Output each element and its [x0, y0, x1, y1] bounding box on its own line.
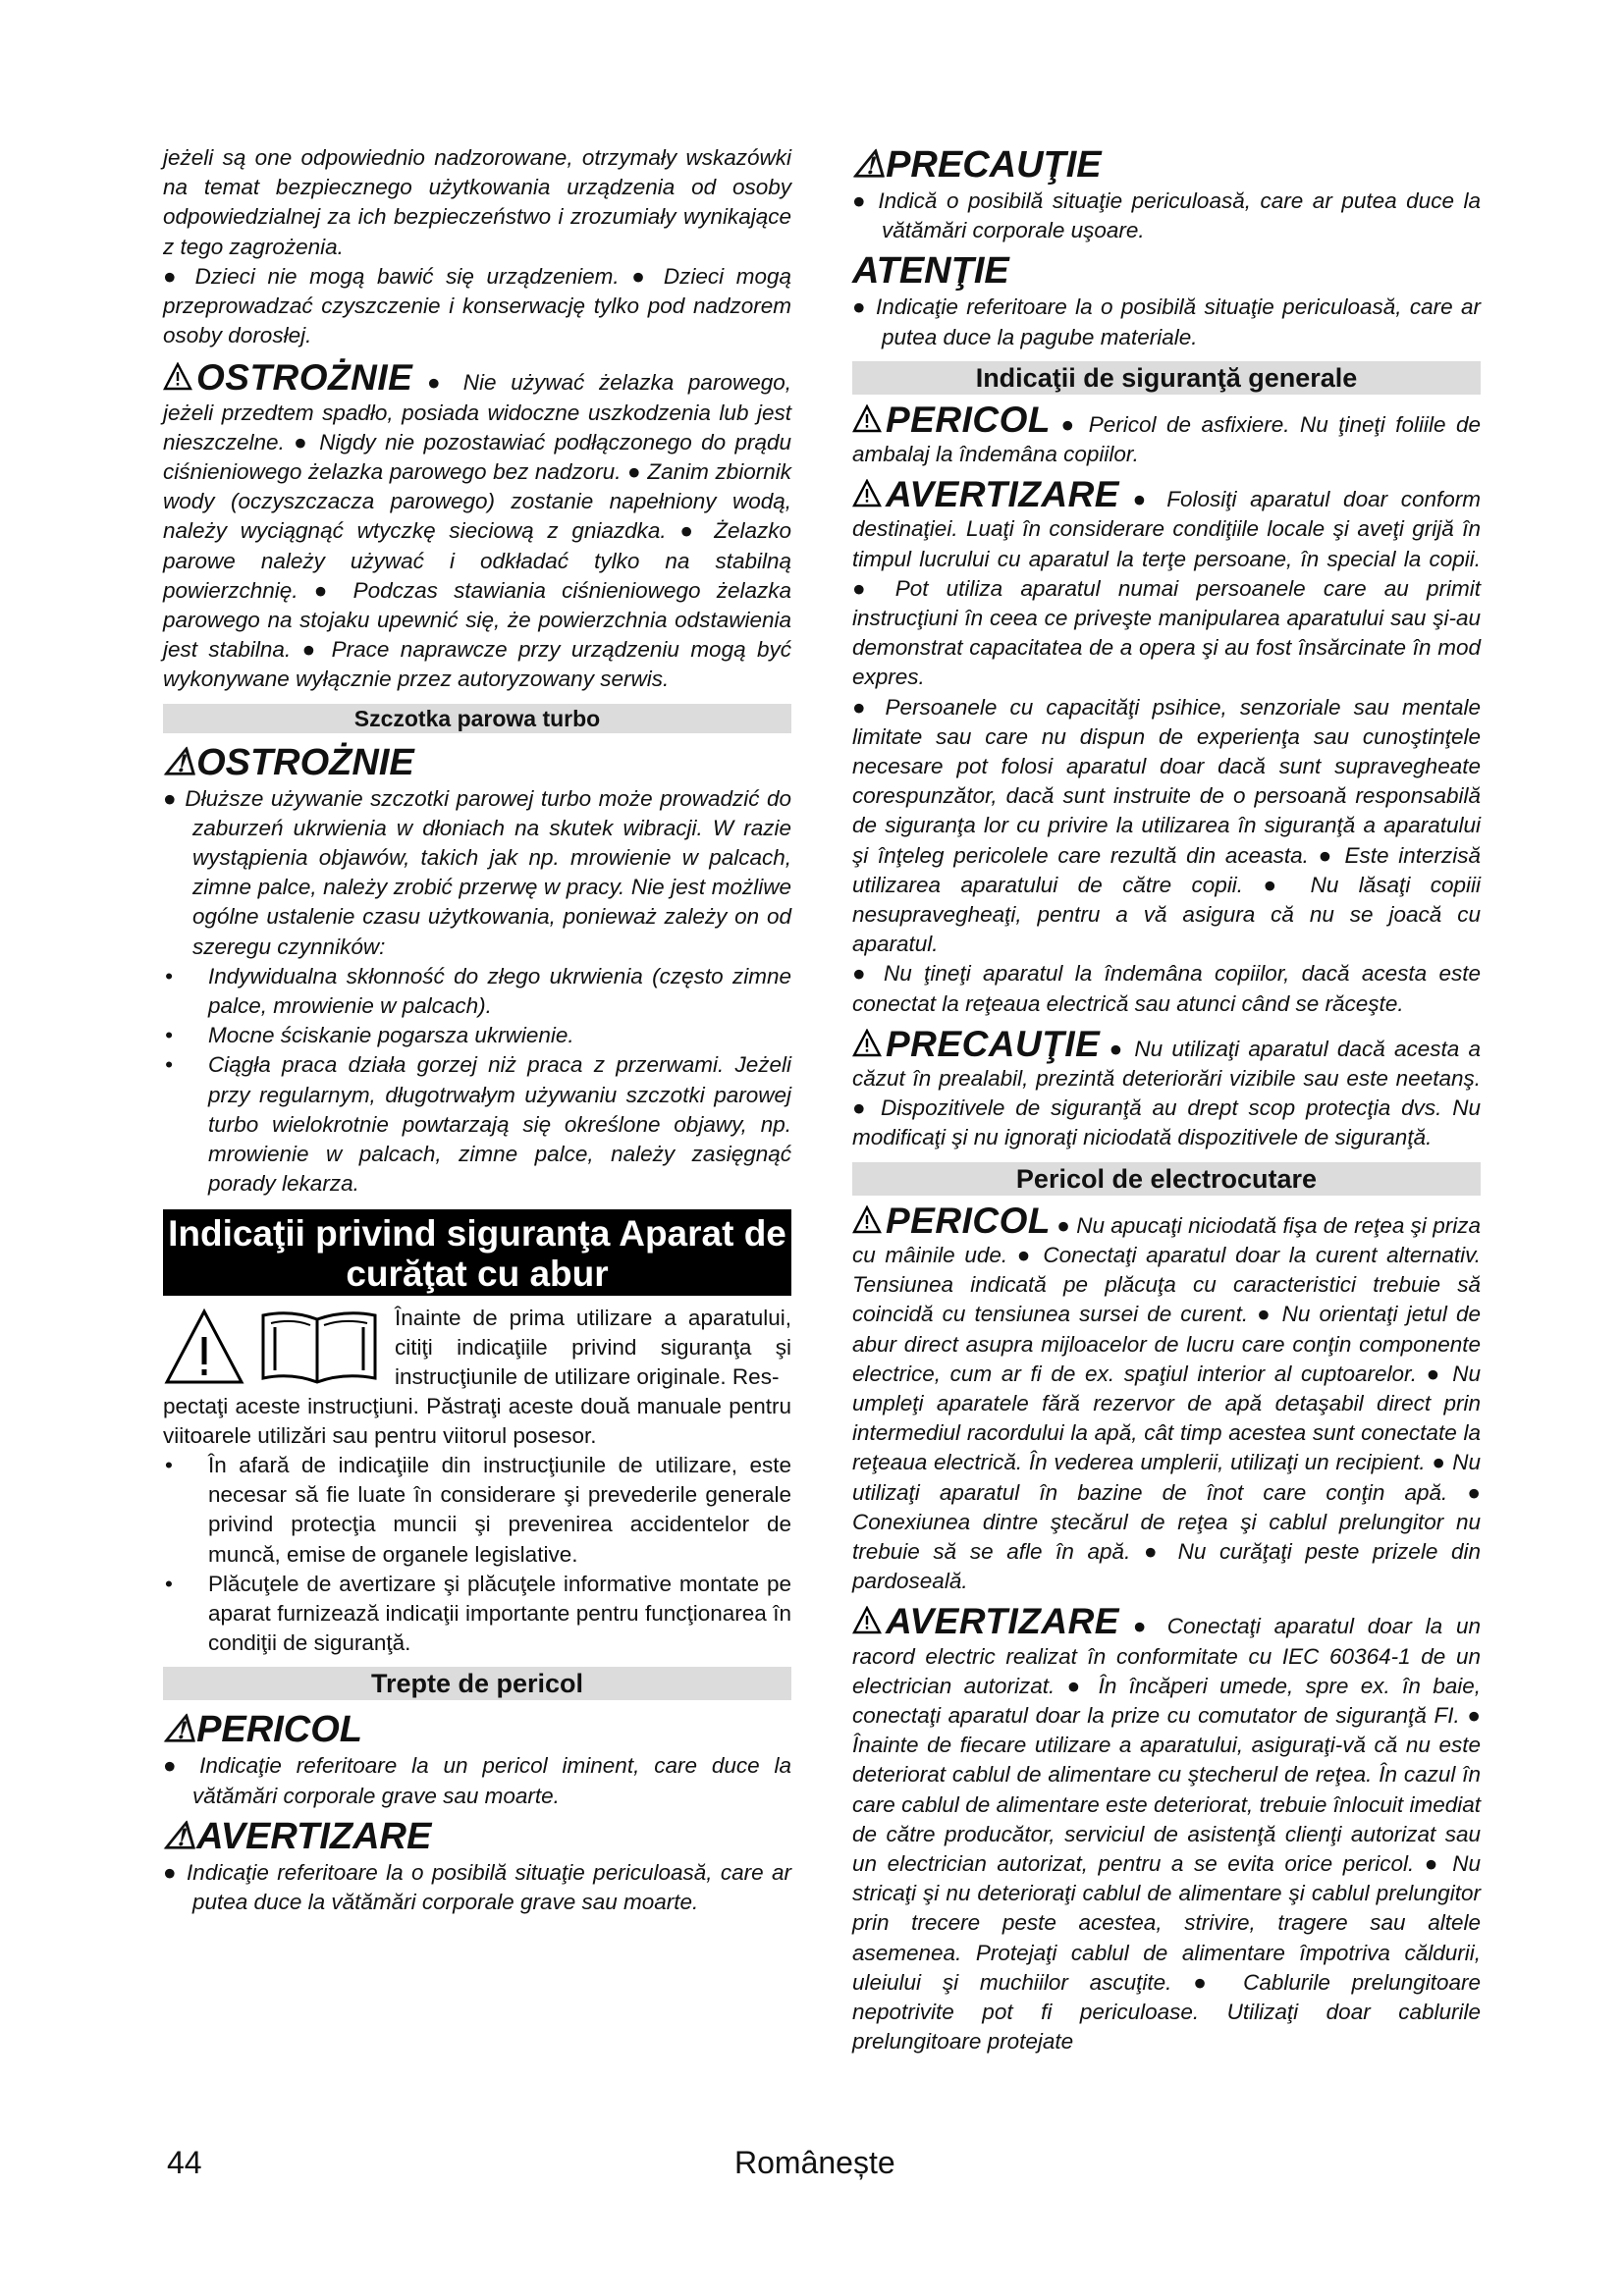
ostroznie-signal-word: OSTROŻNIE	[196, 357, 413, 399]
atentie-heading: ATENŢIE	[852, 250, 1009, 293]
atentie-definition: ● Indicaţie referitoare la o posibilă situaţie periculoasă, care ar putea duce la pagube materiale.	[852, 294, 1481, 349]
avertizare-paragraph: AVERTIZARE ● Folosiţi aparatul doar conform destinaţiei. Luaţi în considerare condiţiile locale şi aveţi grijă în timpul lucrului cu aparatul la terţe persoane, în special la copii. ● Pot utiliza aparatul numai persoanele care au primit instrucţiuni în ceea ce priveşte manipularea aparatului sau şi-au demonstrat capacitatea de a opera şi au fost însărcinate în mod expres.	[852, 474, 1481, 690]
manual-notice-start: Înainte de prima utilizare a aparatului, citiţi indicaţiile privind siguranţa şi instrucţiunile de utilizare originale. Res-	[395, 1305, 791, 1389]
list-item: • Ciągła praca działa gorzej niż praca z przerwami. Jeżeli przy regularnym, długotrwałym używaniu szczotki parowej turbo wielokrotnie powtarzają się określone objawy, np. mrowienie w palcach, zimne palce, należy zasięgnąć porady lekarza.	[165, 1052, 791, 1197]
pericol-definition: ● Indicaţie referitoare la un pericol iminent, care duce la vătămări corporale grave sau moarte.	[163, 1753, 791, 1808]
intro-paragraph: ● Dzieci nie mogą bawić się urządzeniem. ● Dzieci mogą przeprowadzać czyszczenie i konserwację tylko pod nadzorem osoby dorosłej.	[163, 263, 791, 348]
footer-language: Românește	[734, 2145, 895, 2180]
pericol-electric-paragraph: PERICOL ● Nu apucaţi niciodată fişa de reţea şi priza cu mâinile ude. ● Conectaţi aparatul doar la curent alternativ. Tensiunea indicată pe plăcuţa cu caracteristici trebuie să coincidă cu tensiunea sursei de curent. ● Nu orientaţi jetul de abur direct asupra mijloacelor de lucru care conţin componente electrice, cum ar fi de ex. spaţiul interior al cuptoarelor. ● Nu umpleţi aparatele fără rezervor de apă detaşabil direct prin intermediul racordului la apă, cât timp acestea sunt conectate la reţeaua electrică. În vederea umplerii, utilizaţi un recipient. ● Nu utilizaţi aparatul în bazine de înot care conţin apă. ● Conexiunea dintre ştecărul de reţea şi cablul prelungitor nu trebuie să se afle în apă. ● Nu curăţaţi peste prizele din pardoseală.	[852, 1200, 1481, 1594]
ostroznie-text: ● Nie używać żelazka parowego, jeżeli przedtem spadło, posiada widoczne uszkodzenia lub jest nieszczelne. ● Nigdy nie pozostawiać podłączonego do prądu ciśnieniowego żelazka parowego bez nadzoru. ● Zanim zbiornik wody (oczyszczacza parowego) zostanie napełniony wodą, należy wyciągnąć wtyczkę sieciową z gniazdka. ● Żelazko parowe należy używać i odkładać tylko na stabilną powierzchnię. ● Podczas stawiania ciśnieniowego żelazka parowego na stojaku upewnić się, że powierzchnia odstawienia jest stabilna. ● Prace naprawcze przy urządzeniu mogą być wykonywane wyłącznie przez autoryzowany serwis.	[163, 370, 791, 692]
warning-triangle-icon	[163, 1308, 245, 1386]
section-band-electrocution: Pericol de electrocutare	[852, 1162, 1481, 1196]
warning-triangle-icon	[852, 479, 882, 508]
avertizare-definition: ● Indicaţie referitoare la o posibilă situaţie periculoasă, care ar putea duce la vătămări corporale grave sau moarte.	[163, 1859, 791, 1914]
section-band-turbo-brush: Szczotka parowa turbo	[163, 704, 791, 733]
precautie-signal-word: PRECAUŢIE	[886, 1023, 1101, 1064]
precautie-definition: ● Indică o posibilă situaţie periculoasă, care ar putea duce la vătămări corporale uşoare.	[852, 188, 1481, 243]
list-item: • Plăcuţele de avertizare şi plăcuţele informative montate pe aparat furnizează indicaţii importante pentru funcţionarea în condiţii de siguranţă.	[165, 1571, 791, 1656]
left-column	[163, 143, 791, 1917]
ostroznie-heading: ⚠OSTROŻNIE	[163, 741, 414, 783]
warning-triangle-icon	[852, 404, 882, 434]
intro-paragraph: jeżeli są one odpowiednio nadzorowane, otrzymały wskazówki na temat bezpiecznego użytkowania urządzenia od osoby odpowiedzialnej za ich bezpieczeństwo i zrozumiały wynikające z tego zagrożenia.	[163, 145, 791, 259]
avertizare-signal-word: AVERTIZARE	[886, 1601, 1119, 1642]
manual-notice-rest: pectaţi aceste instrucţiuni. Păstraţi aceste două manuale pentru viitoarele utilizări sau pentru viitorul posesor.	[163, 1393, 791, 1448]
pericol-signal-word: PERICOL	[886, 399, 1051, 440]
list-item: • Mocne ściskanie pogarsza ukrwienie.	[165, 1023, 574, 1048]
warning-triangle-icon	[163, 362, 192, 392]
page-number: 44	[167, 2145, 202, 2180]
ostroznie-lead: ● Dłuższe używanie szczotki parowej turbo może prowadzić do zaburzeń ukrwienia w dłoniach na skutek wibracji. W razie wystąpienia objawów, takich jak np. mrowienie w palcach, zimne palce, należy zrobić przerwę w pracy. Nie jest możliwe ogólne ustalenie czasu użytkowania, ponieważ zależy on od szeregu czynników:	[163, 785, 791, 959]
section-band-general-safety: Indicaţii de siguranţă generale	[852, 361, 1481, 395]
list-item: • În afară de indicaţiile din instrucţiunile de utilizare, este necesar să fie luate în considerare şi prevederile generale privind protecţia muncii şi prevenirea accidentelor de muncă, emise de organele legislative.	[165, 1452, 791, 1567]
warning-triangle-icon	[852, 1029, 882, 1058]
warning-triangle-icon	[852, 1205, 882, 1235]
avertizare-signal-word: AVERTIZARE	[886, 474, 1119, 515]
safety-symbols-block	[163, 1304, 791, 1394]
avertizare-heading: ⚠AVERTIZARE	[163, 1815, 432, 1857]
pericol-signal-word: PERICOL	[886, 1200, 1051, 1241]
chapter-heading: Indicaţii privind siguranţa Aparat de curăţat cu abur	[163, 1209, 791, 1296]
avertizare-paragraph-3: ● Nu ţineţi aparatul la îndemâna copiilor, dacă acesta este conectat la reţeaua electrică sau atunci când se răceşte.	[852, 961, 1481, 1016]
manual-book-icon	[255, 1308, 383, 1388]
ostroznie-paragraph	[163, 357, 791, 694]
avertizare-electric-paragraph: AVERTIZARE ● Conectaţi aparatul doar la un racord electric realizat în conformitate cu IEC 60364-1 de un electrician autorizat. ● În încăperi umede, spre ex. în baie, conectaţi aparatul doar la prize cu comutator de siguranţă FI. ● Înainte de fiecare utilizare a aparatului, asiguraţi-vă că nu este deteriorat cablul de alimentare cu ştecherul de reţea. În cazul în care cablul de alimentare este deteriorat, trebuie înlocuit imediat de către producător, serviciul de asistenţă clienţi autorizat sau un electrician autorizat, pentru a se evita orice pericol. ● Nu stricaţi şi nu deterioraţi cablul de alimentare şi cablul prelungitor prin trecere peste acestea, strivire, tragere sau altele asemenea. Protejaţi cablul de alimentare împotriva căldurii, uleiului şi muchiilor ascuţite. ● Cablurile prelungitoare nepotrivite pot fi periculoase. Utilizaţi doar cablurile prelungitoare protejate	[852, 1601, 1481, 2055]
section-band-danger-levels: Trepte de pericol	[163, 1667, 791, 1700]
warning-triangle-icon	[852, 1606, 882, 1635]
pericol-paragraph: PERICOL ● Pericol de asfixiere. Nu ţineţi foliile de ambalaj la îndemâna copiilor.	[852, 399, 1481, 467]
avertizare-paragraph-2: ● Persoanele cu capacităţi psihice, senzoriale sau mentale limitate sau care nu dispun de experienţa sau cunoştinţele necesare pot folosi aparatul doar dacă sunt supravegheate corespunzător, dacă sunt instruite de o persoană responsabilă de siguranţa lor cu privire la utilizarea în siguranţă a aparatului şi înţeleg pericolele care rezultă din aceasta. ● Este interzisă utilizarea aparatului de către copii. ● Nu lăsaţi copiii nesupravegheaţi, pentru a vă asigura că nu se joacă cu aparatul.	[852, 694, 1481, 957]
list-item: • Indywidualna skłonność do złego ukrwienia (często zimne palce, mrowienie w palcach).	[165, 963, 791, 1019]
precautie-paragraph: PRECAUŢIE ● Nu utilizaţi aparatul dacă acesta a căzut în prealabil, prezintă deteriorări vizibile sau este neetanş. ● Dispozitivele de siguranţă au drept scop protecţia dvs. Nu modificaţi şi nu ignoraţi niciodată dispozitivele de siguranţă.	[852, 1023, 1481, 1150]
right-column	[852, 143, 1481, 2056]
pericol-heading: ⚠PERICOL	[163, 1709, 362, 1751]
precautie-heading: ⚠PRECAUŢIE	[852, 144, 1102, 186]
